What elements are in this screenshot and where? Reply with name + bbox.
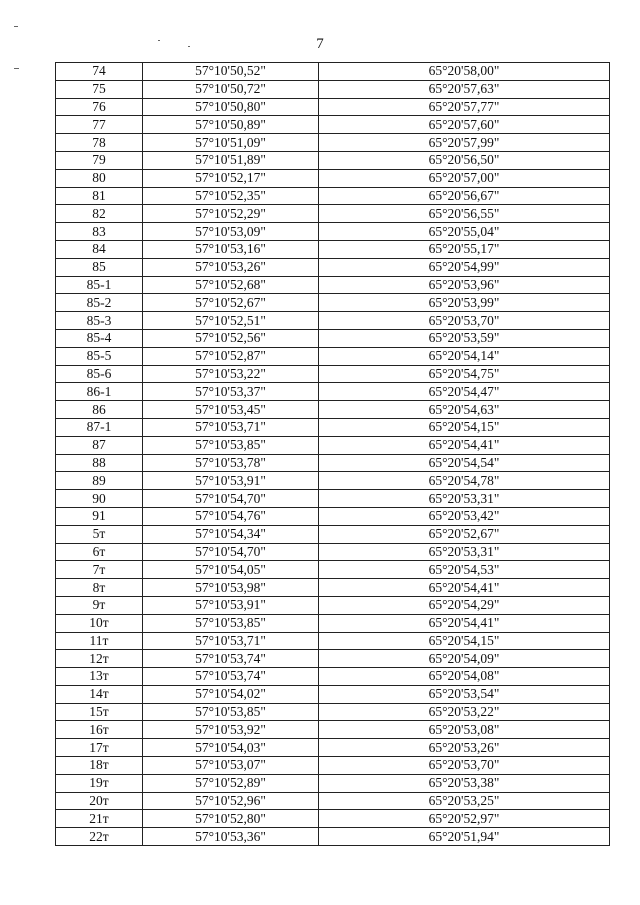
latitude-cell: 57°10'50,89" xyxy=(143,116,319,134)
latitude-cell: 57°10'53,74" xyxy=(143,650,319,668)
point-number-cell: 7т xyxy=(56,561,143,579)
point-number-cell: 14т xyxy=(56,685,143,703)
table-row xyxy=(56,312,610,330)
latitude-cell: 57°10'52,87" xyxy=(143,347,319,365)
point-number-cell: 85-4 xyxy=(56,329,143,347)
longitude-cell: 65°20'53,59" xyxy=(319,329,610,347)
table-row xyxy=(56,134,610,152)
point-number-cell: 16т xyxy=(56,721,143,739)
latitude-cell: 57°10'54,03" xyxy=(143,739,319,757)
point-number-cell: 77 xyxy=(56,116,143,134)
table-row xyxy=(56,116,610,134)
point-number-cell: 12т xyxy=(56,650,143,668)
point-number-cell: 75 xyxy=(56,80,143,98)
longitude-cell: 65°20'53,54" xyxy=(319,685,610,703)
point-number-cell: 8т xyxy=(56,579,143,597)
latitude-cell: 57°10'52,96" xyxy=(143,792,319,810)
latitude-cell: 57°10'54,76" xyxy=(143,507,319,525)
latitude-cell: 57°10'52,35" xyxy=(143,187,319,205)
longitude-cell: 65°20'51,94" xyxy=(319,828,610,846)
longitude-cell: 65°20'54,75" xyxy=(319,365,610,383)
longitude-cell: 65°20'57,99" xyxy=(319,134,610,152)
longitude-cell: 65°20'54,41" xyxy=(319,614,610,632)
table-row xyxy=(56,383,610,401)
table-row xyxy=(56,151,610,169)
longitude-cell: 65°20'54,08" xyxy=(319,668,610,686)
latitude-cell: 57°10'53,74" xyxy=(143,668,319,686)
table-row xyxy=(56,365,610,383)
point-number-cell: 84 xyxy=(56,240,143,258)
latitude-cell: 57°10'53,98" xyxy=(143,579,319,597)
latitude-cell: 57°10'54,02" xyxy=(143,685,319,703)
longitude-cell: 65°20'52,67" xyxy=(319,525,610,543)
longitude-cell: 65°20'53,25" xyxy=(319,792,610,810)
latitude-cell: 57°10'53,78" xyxy=(143,454,319,472)
latitude-cell: 57°10'53,85" xyxy=(143,703,319,721)
table-row xyxy=(56,561,610,579)
latitude-cell: 57°10'53,22" xyxy=(143,365,319,383)
table-row xyxy=(56,454,610,472)
longitude-cell: 65°20'54,15" xyxy=(319,418,610,436)
table-row xyxy=(56,739,610,757)
latitude-cell: 57°10'53,26" xyxy=(143,258,319,276)
latitude-cell: 57°10'52,67" xyxy=(143,294,319,312)
latitude-cell: 57°10'53,16" xyxy=(143,240,319,258)
table-row xyxy=(56,418,610,436)
table-row xyxy=(56,543,610,561)
longitude-cell: 65°20'56,50" xyxy=(319,151,610,169)
longitude-cell: 65°20'54,41" xyxy=(319,579,610,597)
table-row xyxy=(56,650,610,668)
latitude-cell: 57°10'53,85" xyxy=(143,614,319,632)
longitude-cell: 65°20'54,63" xyxy=(319,401,610,419)
longitude-cell: 65°20'53,70" xyxy=(319,757,610,775)
latitude-cell: 57°10'53,85" xyxy=(143,436,319,454)
point-number-cell: 5т xyxy=(56,525,143,543)
scan-mark xyxy=(188,46,190,47)
table-row xyxy=(56,721,610,739)
longitude-cell: 65°20'53,26" xyxy=(319,739,610,757)
longitude-cell: 65°20'56,55" xyxy=(319,205,610,223)
point-number-cell: 19т xyxy=(56,774,143,792)
latitude-cell: 57°10'50,80" xyxy=(143,98,319,116)
latitude-cell: 57°10'52,29" xyxy=(143,205,319,223)
latitude-cell: 57°10'52,89" xyxy=(143,774,319,792)
latitude-cell: 57°10'53,07" xyxy=(143,757,319,775)
point-number-cell: 17т xyxy=(56,739,143,757)
table-row xyxy=(56,490,610,508)
point-number-cell: 81 xyxy=(56,187,143,205)
longitude-cell: 65°20'57,63" xyxy=(319,80,610,98)
table-row xyxy=(56,347,610,365)
table-row xyxy=(56,187,610,205)
longitude-cell: 65°20'55,04" xyxy=(319,223,610,241)
table-row xyxy=(56,223,610,241)
latitude-cell: 57°10'53,45" xyxy=(143,401,319,419)
longitude-cell: 65°20'54,53" xyxy=(319,561,610,579)
longitude-cell: 65°20'53,42" xyxy=(319,507,610,525)
point-number-cell: 85-1 xyxy=(56,276,143,294)
point-number-cell: 6т xyxy=(56,543,143,561)
scan-mark xyxy=(158,40,160,41)
table-row xyxy=(56,401,610,419)
point-number-cell: 85-3 xyxy=(56,312,143,330)
longitude-cell: 65°20'54,09" xyxy=(319,650,610,668)
table-row xyxy=(56,80,610,98)
table-row xyxy=(56,258,610,276)
latitude-cell: 57°10'53,09" xyxy=(143,223,319,241)
longitude-cell: 65°20'52,97" xyxy=(319,810,610,828)
longitude-cell: 65°20'54,15" xyxy=(319,632,610,650)
longitude-cell: 65°20'53,70" xyxy=(319,312,610,330)
latitude-cell: 57°10'53,71" xyxy=(143,632,319,650)
latitude-cell: 57°10'53,37" xyxy=(143,383,319,401)
point-number-cell: 86 xyxy=(56,401,143,419)
point-number-cell: 20т xyxy=(56,792,143,810)
table-row xyxy=(56,668,610,686)
latitude-cell: 57°10'51,09" xyxy=(143,134,319,152)
point-number-cell: 18т xyxy=(56,757,143,775)
point-number-cell: 11т xyxy=(56,632,143,650)
point-number-cell: 80 xyxy=(56,169,143,187)
longitude-cell: 65°20'54,29" xyxy=(319,596,610,614)
latitude-cell: 57°10'53,91" xyxy=(143,596,319,614)
latitude-cell: 57°10'54,05" xyxy=(143,561,319,579)
longitude-cell: 65°20'53,31" xyxy=(319,543,610,561)
point-number-cell: 74 xyxy=(56,63,143,81)
scan-mark xyxy=(14,68,19,69)
table-row xyxy=(56,810,610,828)
latitude-cell: 57°10'54,34" xyxy=(143,525,319,543)
point-number-cell: 90 xyxy=(56,490,143,508)
table-row xyxy=(56,685,610,703)
latitude-cell: 57°10'52,56" xyxy=(143,329,319,347)
table-row xyxy=(56,436,610,454)
longitude-cell: 65°20'54,54" xyxy=(319,454,610,472)
longitude-cell: 65°20'54,41" xyxy=(319,436,610,454)
coordinates-table-body xyxy=(56,63,610,846)
scan-mark xyxy=(14,26,18,27)
point-number-cell: 85-2 xyxy=(56,294,143,312)
table-row xyxy=(56,774,610,792)
longitude-cell: 65°20'57,60" xyxy=(319,116,610,134)
point-number-cell: 83 xyxy=(56,223,143,241)
longitude-cell: 65°20'53,31" xyxy=(319,490,610,508)
point-number-cell: 79 xyxy=(56,151,143,169)
longitude-cell: 65°20'53,38" xyxy=(319,774,610,792)
point-number-cell: 10т xyxy=(56,614,143,632)
latitude-cell: 57°10'54,70" xyxy=(143,490,319,508)
table-row xyxy=(56,98,610,116)
table-row xyxy=(56,472,610,490)
table-row xyxy=(56,596,610,614)
longitude-cell: 65°20'53,22" xyxy=(319,703,610,721)
point-number-cell: 9т xyxy=(56,596,143,614)
point-number-cell: 85-6 xyxy=(56,365,143,383)
point-number-cell: 85 xyxy=(56,258,143,276)
point-number-cell: 86-1 xyxy=(56,383,143,401)
table-row xyxy=(56,632,610,650)
table-row xyxy=(56,614,610,632)
point-number-cell: 78 xyxy=(56,134,143,152)
point-number-cell: 76 xyxy=(56,98,143,116)
longitude-cell: 65°20'54,99" xyxy=(319,258,610,276)
point-number-cell: 13т xyxy=(56,668,143,686)
point-number-cell: 82 xyxy=(56,205,143,223)
table-row xyxy=(56,757,610,775)
latitude-cell: 57°10'52,80" xyxy=(143,810,319,828)
table-row xyxy=(56,792,610,810)
longitude-cell: 65°20'54,47" xyxy=(319,383,610,401)
table-row xyxy=(56,276,610,294)
point-number-cell: 88 xyxy=(56,454,143,472)
point-number-cell: 87 xyxy=(56,436,143,454)
latitude-cell: 57°10'52,17" xyxy=(143,169,319,187)
table-row xyxy=(56,63,610,81)
point-number-cell: 89 xyxy=(56,472,143,490)
longitude-cell: 65°20'58,00" xyxy=(319,63,610,81)
point-number-cell: 15т xyxy=(56,703,143,721)
latitude-cell: 57°10'53,36" xyxy=(143,828,319,846)
latitude-cell: 57°10'52,51" xyxy=(143,312,319,330)
latitude-cell: 57°10'53,92" xyxy=(143,721,319,739)
table-row xyxy=(56,294,610,312)
longitude-cell: 65°20'53,96" xyxy=(319,276,610,294)
longitude-cell: 65°20'54,78" xyxy=(319,472,610,490)
coordinates-table xyxy=(55,62,610,846)
table-row xyxy=(56,703,610,721)
table-row xyxy=(56,205,610,223)
latitude-cell: 57°10'53,71" xyxy=(143,418,319,436)
latitude-cell: 57°10'53,91" xyxy=(143,472,319,490)
table-row xyxy=(56,828,610,846)
latitude-cell: 57°10'52,68" xyxy=(143,276,319,294)
page-number: 7 xyxy=(316,36,324,52)
table-row xyxy=(56,507,610,525)
table-row xyxy=(56,169,610,187)
table-row xyxy=(56,329,610,347)
table-row xyxy=(56,579,610,597)
latitude-cell: 57°10'54,70" xyxy=(143,543,319,561)
point-number-cell: 87-1 xyxy=(56,418,143,436)
point-number-cell: 21т xyxy=(56,810,143,828)
latitude-cell: 57°10'50,52" xyxy=(143,63,319,81)
table-row xyxy=(56,240,610,258)
table-row xyxy=(56,525,610,543)
longitude-cell: 65°20'56,67" xyxy=(319,187,610,205)
longitude-cell: 65°20'57,00" xyxy=(319,169,610,187)
longitude-cell: 65°20'53,08" xyxy=(319,721,610,739)
longitude-cell: 65°20'57,77" xyxy=(319,98,610,116)
longitude-cell: 65°20'55,17" xyxy=(319,240,610,258)
point-number-cell: 85-5 xyxy=(56,347,143,365)
longitude-cell: 65°20'53,99" xyxy=(319,294,610,312)
latitude-cell: 57°10'51,89" xyxy=(143,151,319,169)
point-number-cell: 91 xyxy=(56,507,143,525)
point-number-cell: 22т xyxy=(56,828,143,846)
longitude-cell: 65°20'54,14" xyxy=(319,347,610,365)
latitude-cell: 57°10'50,72" xyxy=(143,80,319,98)
